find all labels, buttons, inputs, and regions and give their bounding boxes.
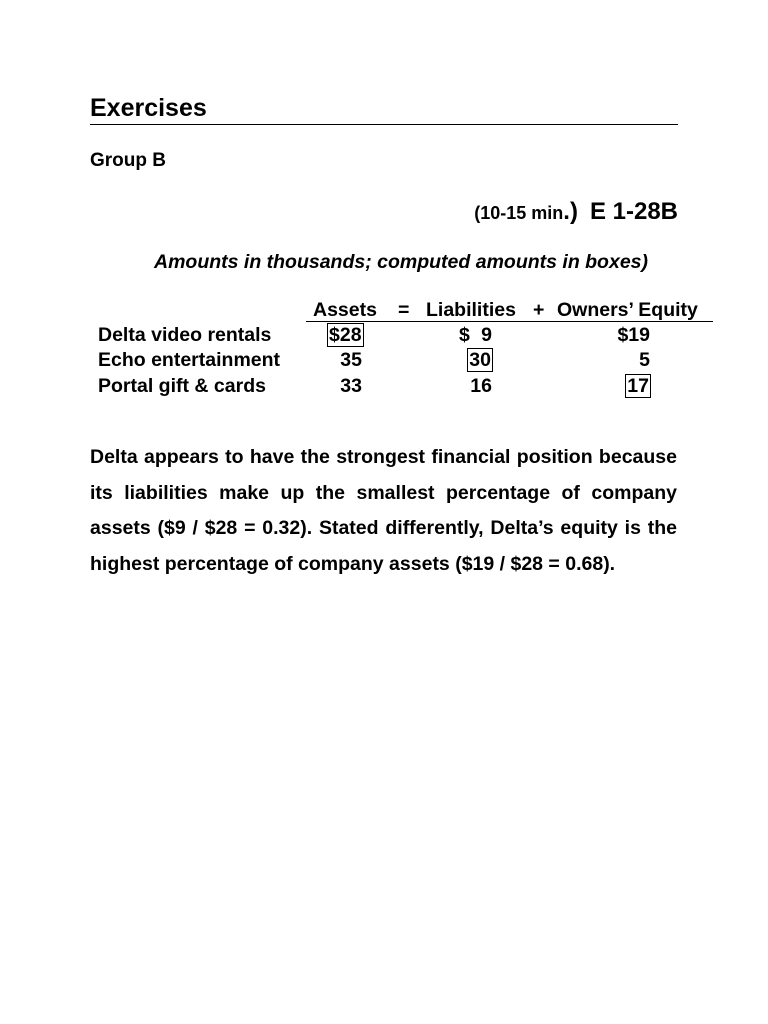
cell-portal-assets: 33 bbox=[340, 375, 362, 397]
row-label-echo: Echo entertainment bbox=[98, 349, 281, 371]
row-label-portal: Portal gift & cards bbox=[98, 375, 266, 397]
time-estimate: (10-15 min bbox=[474, 203, 564, 223]
row-label-delta: Delta video rentals bbox=[98, 324, 272, 346]
table-header-rule bbox=[306, 321, 713, 322]
computed-box: $28 bbox=[329, 324, 362, 346]
amounts-note: Amounts in thousands; computed amounts in boxes) bbox=[153, 251, 648, 273]
cell-delta-liabilities-prefix: $ bbox=[459, 324, 470, 346]
header-equals: = bbox=[398, 299, 410, 321]
cell-echo-equity: 5 bbox=[639, 349, 650, 371]
computed-box: 17 bbox=[627, 375, 649, 397]
header-liabilities: Liabilities bbox=[426, 299, 516, 321]
cell-portal-equity bbox=[625, 374, 651, 398]
exercise-number: E 1-28B bbox=[589, 198, 678, 225]
computed-box: 30 bbox=[469, 349, 491, 371]
cell-delta-liabilities: 9 bbox=[481, 324, 492, 346]
exercise-id-line bbox=[474, 197, 678, 230]
cell-delta-equity: $19 bbox=[617, 324, 650, 346]
page-title: Exercises bbox=[90, 94, 207, 122]
cell-echo-liabilities bbox=[467, 348, 493, 372]
header-plus: + bbox=[533, 299, 545, 321]
cell-delta-assets bbox=[327, 323, 364, 347]
time-estimate-close: .) bbox=[563, 198, 578, 225]
group-label: Group B bbox=[90, 150, 166, 171]
header-owners-equity: Owners’ Equity bbox=[557, 299, 698, 321]
cell-portal-liabilities: 16 bbox=[470, 375, 492, 397]
header-assets: Assets bbox=[313, 299, 377, 321]
analysis-paragraph: Delta appears to have the strongest financial position because its liabilities make up the smallest percentage of company assets ($9 / $28 = 0.32). Stated differently, Delta’s equity is the highest percentage of company assets ($19 / $28 = 0.68). bbox=[90, 446, 677, 575]
cell-echo-assets: 35 bbox=[340, 349, 362, 371]
title-underline bbox=[90, 124, 678, 125]
